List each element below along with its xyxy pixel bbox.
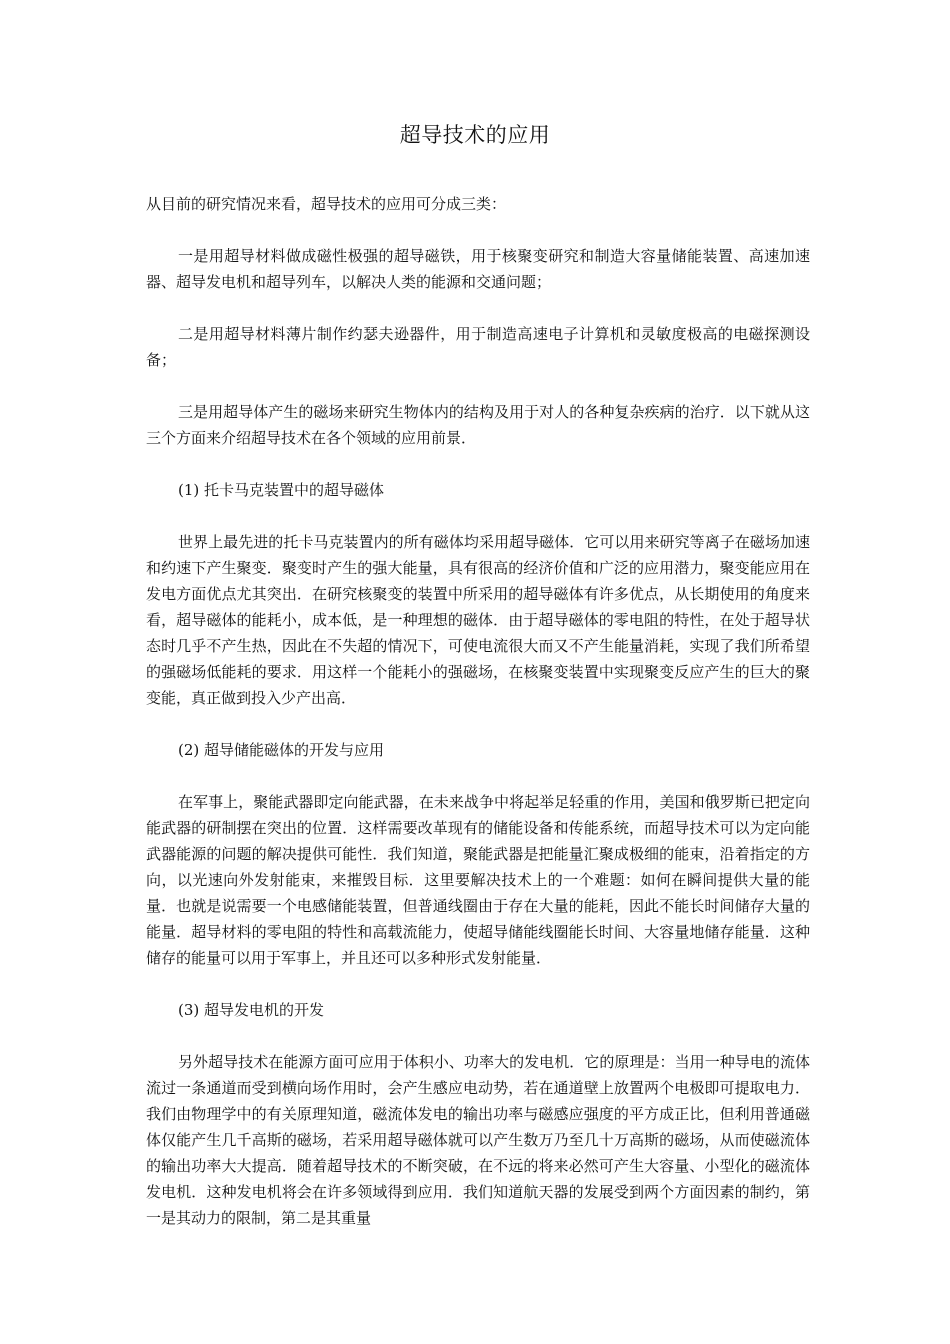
section-heading-2: (2) 超导储能磁体的开发与应用 <box>178 741 385 759</box>
section-body-3: 另外超导技术在能源方面可应用于体积小、功率大的发电机．它的原理是：当用一种导电的流体流过一条通道而受到横向场作用时，会产生感应电动势，若在通道壁上放置两个电极即可提取电力．我们由物理学中的有关原理知道，磁流体发电的输出功率与磁感应强度的平方成正比，但利用普通磁体仅能产生几千高斯的磁场，若采用超导磁体就可以产生数万乃至几十万高斯的磁场，从而使磁流体的输出功率大大提高．随着超导技术的不断突破，在不远的将来必然可产生大容量、小型化的磁流体发电机．这种发电机将会在许多领域得到应用．我们知道航天器的发展受到两个方面因素的制约，第一是其动力的限制，第二是其重量 <box>146 1053 810 1227</box>
item-paragraph-2: 二是用超导材料薄片制作约瑟夫逊器件，用于制造高速电子计算机和灵敏度极高的电磁探测设备； <box>146 325 810 369</box>
intro-paragraph: 从目前的研究情况来看，超导技术的应用可分成三类： <box>146 195 507 213</box>
item-paragraph-3: 三是用超导体产生的磁场来研究生物体内的结构及用于对人的各种复杂疾病的治疗．以下就从这三个方面来介绍超导技术在各个领域的应用前景． <box>146 403 810 447</box>
section-body-1: 世界上最先进的托卡马克装置内的所有磁体均采用超导磁体．它可以用来研究等离子在磁场加速和约速下产生聚变．聚变时产生的强大能量，具有很高的经济价值和广泛的应用潜力，聚变能应用在发电方面优点尤其突出．在研究核聚变的装置中所采用的超导磁体有许多优点，从长期使用的角度来看，超导磁体的能耗小，成本低，是一种理想的磁体．由于超导磁体的零电阻的特性，在处于超导状态时几乎不产生热，因此在不失超的情况下，可使电流很大而又不产生能量消耗，实现了我们所希望的强磁场低能耗的要求．用这样一个能耗小的强磁场，在核聚变装置中实现聚变反应产生的巨大的聚变能，真正做到投入少产出高． <box>146 533 810 707</box>
section-heading-3: (3) 超导发电机的开发 <box>178 1001 325 1019</box>
section-heading-1: (1) 托卡马克装置中的超导磁体 <box>178 481 385 499</box>
item-paragraph-1: 一是用超导材料做成磁性极强的超导磁铁，用于核聚变研究和制造大容量储能装置、高速加速器、超导发电机和超导列车，以解决人类的能源和交通问题； <box>146 247 810 291</box>
document-body <box>146 191 810 1257</box>
document-title: 超导技术的应用 <box>399 123 551 147</box>
section-body-2: 在军事上，聚能武器即定向能武器，在未来战争中将起举足轻重的作用，美国和俄罗斯已把定向能武器的研制摆在突出的位置．这样需要改革现有的储能设备和传能系统，而超导技术可以为定向能武器能源的问题的解决提供可能性．我们知道，聚能武器是把能量汇聚成极细的能束，沿着指定的方向，以光速向外发射能束，来摧毁目标．这里要解决技术上的一个难题：如何在瞬间提供大量的能量．也就是说需要一个电感储能装置，但普通线圈由于存在大量的能耗，因此不能长时间储存大量的能量．超导材料的零电阻的特性和高载流能力，使超导储能线圈能长时间、大容量地储存能量．这种储存的能量可以用于军事上，并且还可以多种形式发射能量． <box>146 793 810 967</box>
